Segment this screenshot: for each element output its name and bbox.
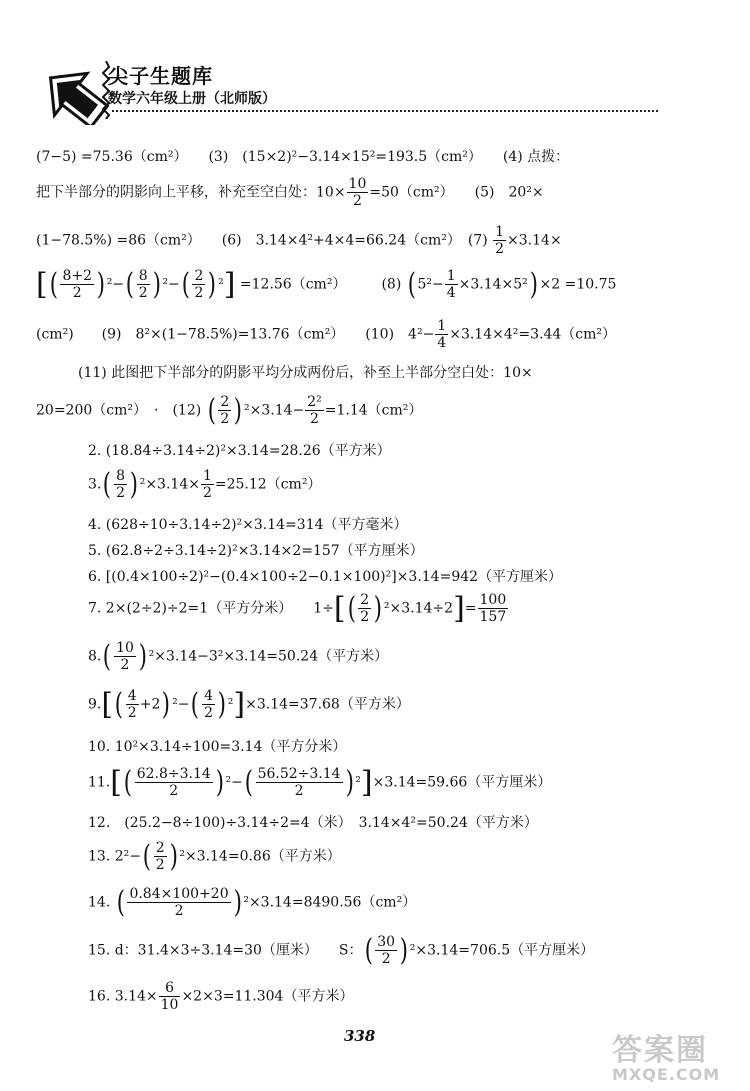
header-dotted-rule xyxy=(112,110,658,112)
fraction: $\frac{30}{2}$ xyxy=(377,934,396,967)
brand-title: 尖子生题库 xyxy=(108,64,213,88)
fraction: $\frac{8+2}{2}$ xyxy=(62,268,92,301)
page-number: 338 xyxy=(344,1027,376,1045)
answer-q7: 7. 2×(2÷2)÷2=1（平方分米） 1÷[( $\frac{2}{2}$ ) ²×3.14÷2]= $\frac{100}{157}$ xyxy=(88,590,507,626)
fraction: $\frac{2}{2}$ xyxy=(155,840,165,873)
answer-q5: 5. (62.8÷2÷3.14÷2)²×3.14×2=157（平方厘米） xyxy=(88,543,424,559)
answer-q12: 12. (25.2−8÷100)÷3.14÷2=4（米） 3.14×4²=50.24（平方米） xyxy=(88,815,538,831)
answer-q10: 10. 10²×3.14÷100=3.14（平方分米） xyxy=(88,739,347,755)
fraction: $\frac{\text{2²}}{2}$ xyxy=(307,394,322,427)
page-header xyxy=(40,55,660,125)
fraction: $\frac{100}{157}$ xyxy=(479,592,507,625)
answer-q6: 6. [(0.4×100÷2)²−(0.4×100÷2−0.1×100)²]×3.14=942（平方厘米） xyxy=(88,569,563,585)
fraction: $\frac{4}{2}$ xyxy=(204,688,214,721)
fraction: $\frac{56.52\div 3.14}{2}$ xyxy=(257,766,341,799)
fraction: $\frac{8}{2}$ xyxy=(116,468,125,501)
answer-line-5: (cm²) (9) 8²×(1−78.5%)=13.76（cm²） (10) 4²− $\frac{1}{4}$ ×3.14×4²=3.44（cm²） xyxy=(36,318,617,351)
fraction: $\frac{1}{4}$ xyxy=(446,268,456,301)
answer-q11: 11.[( $\frac{62.8\div 3.14}{2}$ ) ²−( $\frac{56.52\div 3.14}{2}$ ) ²]×3.14=59.66（平方厘米） xyxy=(88,764,552,800)
fraction: $\frac{2}{2}$ xyxy=(220,394,230,427)
answer-q9: 9.[( $\frac{4}{2}$ +2) ²−( $\frac{4}{2}$ ) ²]×3.14=37.68（平方米） xyxy=(88,686,410,722)
fraction: $\frac{2}{2}$ xyxy=(360,592,370,625)
fraction: $\frac{6}{10}$ xyxy=(160,980,179,1013)
fraction: $\frac{1}{2}$ xyxy=(495,224,505,257)
answer-line-3: (1−78.5%) =86（cm²） (6) 3.14×4²+4×4=66.24（cm²） (7) $\frac{1}{2}$ ×3.14× xyxy=(36,224,562,257)
fraction: $\frac{62.8\div 3.14}{2}$ xyxy=(136,766,211,799)
answer-line-6: (11) 此图把下半部分的阴影平均分成两份后，补至上半部分空白处：10× xyxy=(78,365,533,381)
answer-line-1: (7−5) =75.36（cm²） (3) (15×2)²−3.14×15²=193.5（cm²） (4) 点拨： xyxy=(36,149,570,165)
fraction: $\frac{1}{2}$ xyxy=(202,468,212,501)
answer-line-2: 把下半部分的阴影向上平移，补充至空白处：10× $\frac{10}{2}$ =50（cm²） (5) 20²× xyxy=(36,176,544,209)
answer-q16: 16. 3.14× $\frac{6}{10}$ ×2×3=11.304（平方米） xyxy=(88,980,354,1013)
fraction: $\frac{8}{2}$ xyxy=(138,268,148,301)
fraction: $\frac{10}{2}$ xyxy=(116,640,134,673)
answer-q8: 8.( $\frac{10}{2}$ ) ²×3.14−3²×3.14=50.24（平方米） xyxy=(88,638,389,674)
fraction: $\frac{1}{4}$ xyxy=(437,318,447,351)
answer-q3: 3.( $\frac{8}{2}$ ) ²×3.14× $\frac{1}{2}$ =25.12（cm²） xyxy=(88,466,322,502)
fraction: $\frac{2}{2}$ xyxy=(194,268,204,301)
answer-q15: 15. d：31.4×3÷3.14=30（厘米） S：( $\frac{30}{2}$ ) ²×3.14=706.5（平方厘米） xyxy=(88,932,595,968)
arrow-logo-icon xyxy=(40,67,110,125)
answer-line-4: [( $\frac{8+2}{2}$ ) ²−( $\frac{8}{2}$ ) ²−( $\frac{2}{2}$ ) ²] =12.56（cm²） (8) ( 5²− $\frac{1}{4}$ ×3.14×5²) ×2 =10.75 xyxy=(36,266,617,302)
answer-q4: 4. (628÷10÷3.14÷2)²×3.14=314（平方毫米） xyxy=(88,517,408,533)
answer-q13: 13. 2²−( $\frac{2}{2}$ ) ²×3.14=0.86（平方米） xyxy=(88,838,341,874)
fraction: $\frac{4}{2}$ xyxy=(127,688,137,721)
answer-q2: 2. (18.84÷3.14÷2)²×3.14=28.26（平方米） xyxy=(88,443,391,459)
fraction: $\frac{0.84\times 100+20}{2}$ xyxy=(129,886,229,919)
watermark-logo: 答案圈 MXQE.COM xyxy=(612,1033,721,1084)
book-subtitle: 数学六年级上册（北师版） xyxy=(108,91,276,107)
fraction: $\frac{10}{2}$ xyxy=(348,176,367,209)
answer-q14: 14. ( $\frac{0.84\times 100+20}{2}$ ) ²×3.14=8490.56（cm²） xyxy=(88,884,417,920)
answer-line-7: 20=200（cm²） · (12) ( $\frac{2}{2}$ ) ²×3.14− $\frac{\text{2²}}{2}$ =1.14（cm²） xyxy=(36,392,423,428)
